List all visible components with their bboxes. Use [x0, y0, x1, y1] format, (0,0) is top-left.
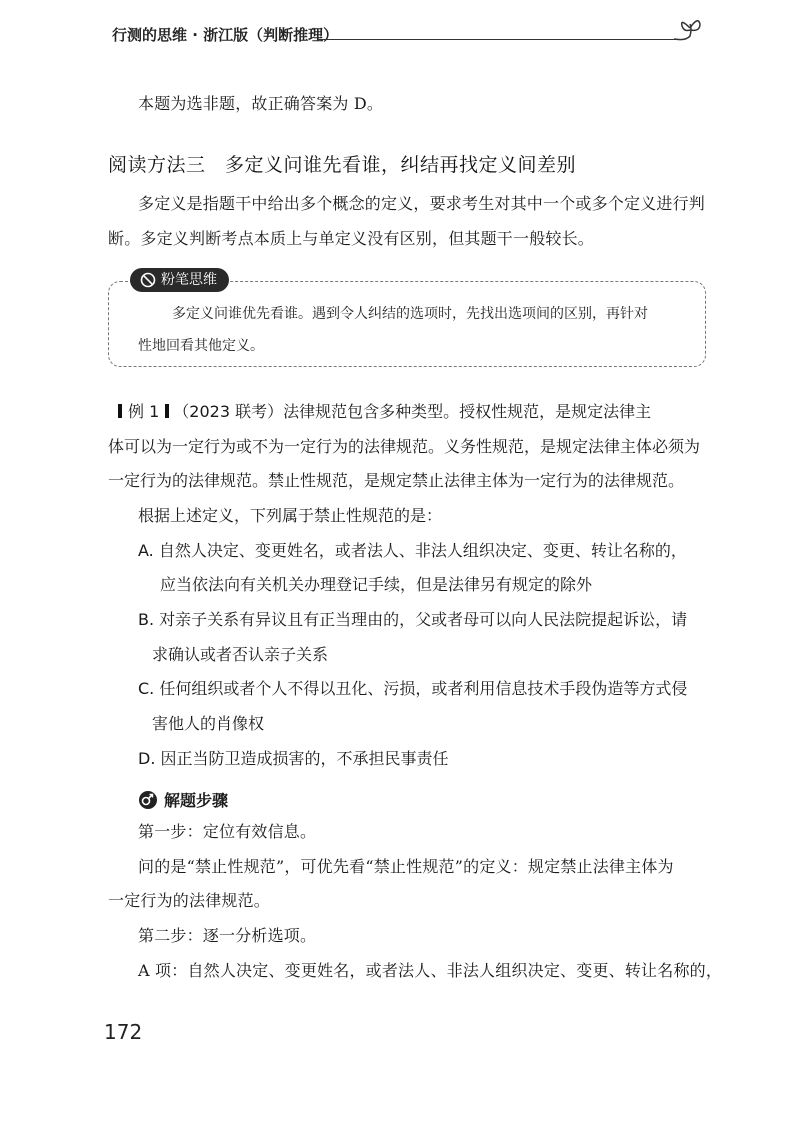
section-paragraph-line1: 多定义是指题干中给出多个概念的定义，要求考生对其中一个或多个定义进行判: [138, 194, 706, 213]
section-heading: 阅读方法三 多定义问谁先看谁，纠结再找定义间差别: [108, 154, 577, 176]
solution-heading: [138, 788, 228, 811]
step2: 第二步：逐一分析选项。: [138, 926, 317, 945]
section-paragraph-line2: 断。多定义判断考点本质上与单定义没有区别，但其题干一般较长。: [108, 229, 595, 248]
tip-line2: 性地回看其他定义。: [138, 338, 264, 354]
option-b-line1: B. 对亲子关系有异议且有正当理由的，父或者母可以向人民法院提起诉讼，请: [138, 610, 688, 629]
intro-conclusion: 本题为选非题，故正确答案为 D。: [138, 94, 384, 113]
example-marker-right: [165, 404, 169, 418]
example-question: 根据上述定义，下列属于禁止性规范的是：: [138, 506, 443, 525]
option-a-analysis: A 项：自然人决定、变更姓名，或者法人、非法人组织决定、变更、转让名称的，: [138, 961, 723, 980]
solution-heading-label: 解题步骤: [164, 791, 229, 810]
example-stem-line3: 一定行为的法律规范。禁止性规范，是规定禁止法律主体为一定行为的法律规范。: [108, 471, 685, 490]
option-a-line2: 应当依法向有关机关办理登记手续，但是法律另有规定的除外: [160, 575, 593, 594]
step1: 第一步：定位有效信息。: [138, 822, 317, 841]
tip-badge-label: 粉笔思维: [161, 272, 217, 288]
option-a-line1: A. 自然人决定、变更姓名，或者法人、非法人组织决定、变更、转让名称的，: [138, 541, 687, 560]
steps-icon: [138, 790, 158, 810]
step1-detail-line1: 问的是“禁止性规范”，可优先看“禁止性规范”的定义：规定禁止法律主体为: [138, 857, 674, 876]
tip-badge: [130, 268, 229, 292]
tip-line1: 多定义问谁优先看谁。遇到令人纠结的选项时，先找出选项间的区别，再针对: [172, 306, 648, 322]
option-c-line1: C. 任何组织或者个人不得以丑化、污损，或者利用信息技术手段伪造等方式侵: [138, 679, 688, 698]
step1-detail-line2: 一定行为的法律规范。: [108, 891, 271, 910]
page-number: 172: [104, 1020, 143, 1044]
example-marker-left: [118, 404, 122, 418]
option-b-line2: 求确认或者否认亲子关系: [152, 645, 329, 664]
example-stem-line2: 体可以为一定行为或不为一定行为的法律规范。义务性规范，是规定法律主体必须为: [108, 437, 701, 456]
example-line1: [118, 402, 651, 422]
example-stem-line1: （2023 联考）法律规范包含多种类型。授权性规范，是规定法律主: [173, 402, 652, 421]
option-d-line1: D. 因正当防卫造成损害的，不承担民事责任: [138, 749, 449, 768]
example-label: 例 1: [128, 402, 160, 421]
running-title: 行测的思维 · 浙江版（判断推理）: [112, 26, 339, 44]
no-entry-icon: [140, 272, 156, 288]
option-c-line2: 害他人的肖像权: [152, 714, 265, 733]
sprout-icon: [668, 14, 708, 54]
header-rule: [318, 39, 678, 40]
